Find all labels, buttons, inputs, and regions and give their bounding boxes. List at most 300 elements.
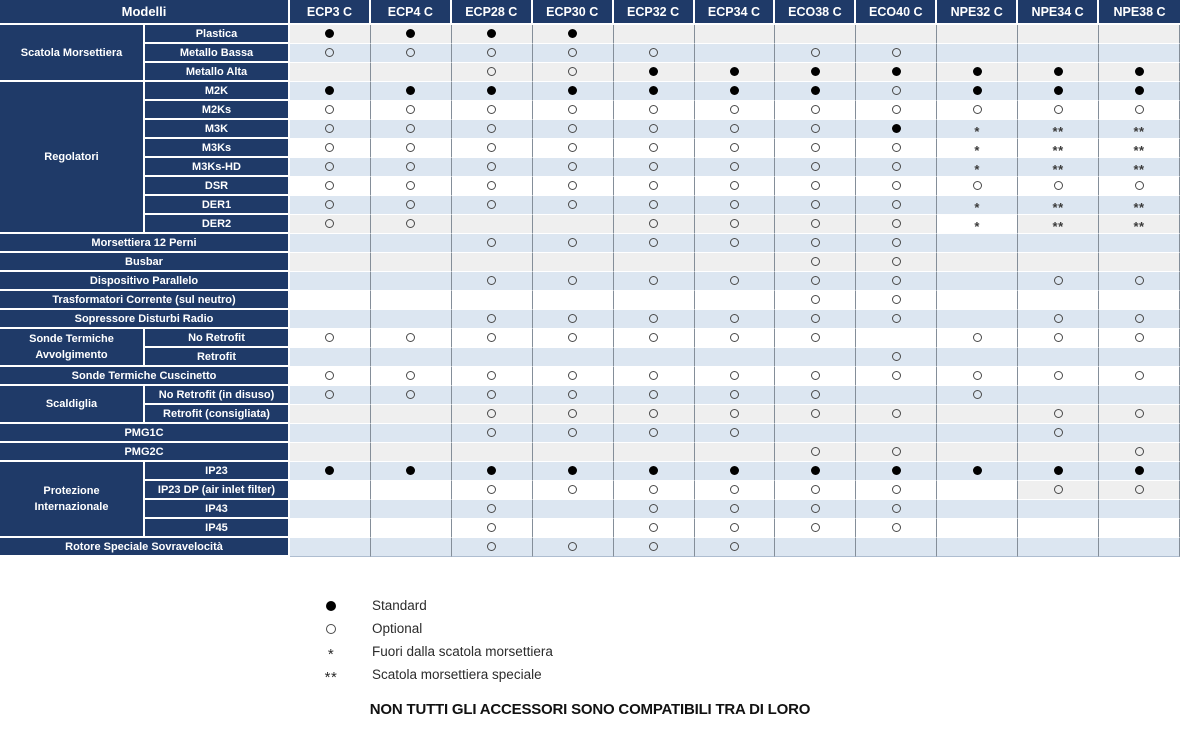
standard-dot-icon [1054, 466, 1063, 475]
optional-circle-icon [892, 352, 901, 361]
matrix-cell [452, 519, 533, 538]
matrix-cell [937, 519, 1018, 538]
matrix-cell [371, 253, 452, 272]
matrix-cell [290, 215, 371, 234]
matrix-cell [452, 158, 533, 177]
matrix-cell [533, 139, 614, 158]
optional-circle-icon [568, 105, 577, 114]
optional-circle-icon [649, 124, 658, 133]
matrix-cell [290, 443, 371, 462]
row-label: Sopressore Disturbi Radio [0, 310, 290, 329]
optional-circle-icon [1054, 428, 1063, 437]
matrix-cell [614, 139, 695, 158]
optional-circle-icon [973, 181, 982, 190]
standard-dot-icon [487, 466, 496, 475]
matrix-cell [856, 424, 937, 443]
optional-circle-icon [811, 181, 820, 190]
matrix-cell [1099, 25, 1180, 44]
optional-circle-icon [1135, 333, 1144, 342]
matrix-cell [856, 405, 937, 424]
optional-circle-icon [487, 181, 496, 190]
optional-circle-icon [1054, 371, 1063, 380]
matrix-cell [1018, 500, 1099, 519]
matrix-cell [695, 405, 776, 424]
optional-circle-icon [730, 485, 739, 494]
optional-circle-icon [487, 200, 496, 209]
matrix-cell [1099, 234, 1180, 253]
matrix-cell [775, 272, 856, 291]
standard-dot-icon [406, 29, 415, 38]
optional-circle-icon [1135, 447, 1144, 456]
optional-circle-icon [487, 314, 496, 323]
matrix-cell [856, 386, 937, 405]
matrix-cell [533, 291, 614, 310]
standard-dot-icon [649, 466, 658, 475]
optional-circle-icon [811, 219, 820, 228]
matrix-cell [775, 462, 856, 481]
matrix-cell [1018, 272, 1099, 291]
matrix-cell [1018, 82, 1099, 101]
matrix-cell [1018, 443, 1099, 462]
optional-circle-icon [730, 162, 739, 171]
matrix-cell [695, 348, 776, 367]
optional-circle-icon [568, 238, 577, 247]
matrix-cell [856, 367, 937, 386]
matrix-cell [695, 63, 776, 82]
matrix-cell [533, 215, 614, 234]
standard-dot-icon [568, 86, 577, 95]
matrix-cell [937, 139, 1018, 158]
optional-circle-icon [730, 428, 739, 437]
matrix-cell [533, 367, 614, 386]
optional-circle-icon [1135, 276, 1144, 285]
optional-circle-icon [811, 143, 820, 152]
optional-circle-icon [973, 333, 982, 342]
matrix-cell [937, 101, 1018, 120]
column-header: ECP34 C [695, 0, 776, 25]
matrix-cell [856, 310, 937, 329]
matrix-cell [937, 215, 1018, 234]
matrix-cell [775, 405, 856, 424]
matrix-cell [695, 120, 776, 139]
optional-circle-icon [811, 257, 820, 266]
matrix-cell [1018, 63, 1099, 82]
matrix-cell [937, 158, 1018, 177]
matrix-cell [452, 139, 533, 158]
matrix-cell [371, 500, 452, 519]
matrix-cell [937, 500, 1018, 519]
matrix-cell [695, 196, 776, 215]
group-label: Scatola Morsettiera [0, 25, 145, 82]
optional-circle-icon [568, 409, 577, 418]
optional-circle-icon [649, 219, 658, 228]
column-header: ECO40 C [856, 0, 937, 25]
matrix-cell [695, 481, 776, 500]
matrix-cell [290, 500, 371, 519]
matrix-cell [452, 367, 533, 386]
matrix-cell [937, 538, 1018, 557]
group-label: Scaldiglia [0, 386, 145, 424]
standard-dot-icon [568, 29, 577, 38]
matrix-cell [452, 310, 533, 329]
matrix-cell [937, 291, 1018, 310]
matrix-cell [695, 215, 776, 234]
matrix-cell [533, 177, 614, 196]
matrix-cell [290, 63, 371, 82]
column-header: ECP28 C [452, 0, 533, 25]
standard-dot-icon [568, 466, 577, 475]
optional-circle-icon [649, 542, 658, 551]
matrix-cell [1099, 139, 1180, 158]
optional-circle-icon [892, 276, 901, 285]
matrix-cell [533, 44, 614, 63]
optional-circle-icon [1054, 314, 1063, 323]
matrix-cell [937, 481, 1018, 500]
matrix-cell [937, 44, 1018, 63]
matrix-cell [1018, 405, 1099, 424]
optional-circle-icon [487, 504, 496, 513]
matrix-cell [290, 158, 371, 177]
row-label: No Retrofit [145, 329, 290, 348]
matrix-cell [290, 462, 371, 481]
matrix-cell [1099, 424, 1180, 443]
matrix-cell [1018, 462, 1099, 481]
matrix-cell [290, 196, 371, 215]
optional-circle-icon [811, 238, 820, 247]
optional-circle-icon [649, 371, 658, 380]
matrix-cell [775, 63, 856, 82]
matrix-cell [371, 367, 452, 386]
row-label: M3Ks-HD [145, 158, 290, 177]
optional-circle-icon [568, 314, 577, 323]
optional-circle-icon [811, 371, 820, 380]
standard-dot-icon [325, 86, 334, 95]
matrix-cell [371, 348, 452, 367]
double-star-mark: ** [1133, 124, 1145, 139]
row-label: M3K [145, 120, 290, 139]
matrix-cell [856, 25, 937, 44]
matrix-cell [937, 82, 1018, 101]
matrix-cell [614, 367, 695, 386]
optional-circle-icon [649, 409, 658, 418]
legend-item-double-star [318, 663, 553, 686]
standard-dot-icon [1135, 86, 1144, 95]
star-icon: * [327, 646, 335, 663]
row-label: Trasformatori Corrente (sul neutro) [0, 291, 290, 310]
matrix-cell [775, 215, 856, 234]
optional-circle-icon [318, 624, 344, 634]
matrix-cell [614, 272, 695, 291]
matrix-cell [856, 44, 937, 63]
optional-circle-icon [1135, 105, 1144, 114]
standard-dot-icon [730, 86, 739, 95]
matrix-cell [371, 82, 452, 101]
matrix-cell [775, 443, 856, 462]
matrix-cell [937, 120, 1018, 139]
matrix-cell [614, 424, 695, 443]
matrix-cell [937, 424, 1018, 443]
matrix-cell [452, 443, 533, 462]
matrix-cell [371, 310, 452, 329]
matrix-cell [1018, 234, 1099, 253]
matrix-cell [856, 443, 937, 462]
matrix-cell [533, 120, 614, 139]
optional-circle-icon [487, 390, 496, 399]
matrix-cell [614, 63, 695, 82]
matrix-cell [452, 500, 533, 519]
matrix-cell [290, 386, 371, 405]
row-label: No Retrofit (in disuso) [145, 386, 290, 405]
column-header: ECO38 C [775, 0, 856, 25]
matrix-cell [614, 196, 695, 215]
matrix-cell [533, 405, 614, 424]
matrix-cell [452, 386, 533, 405]
legend-item-standard [318, 594, 553, 617]
matrix-cell [371, 101, 452, 120]
legend-label: Standard [372, 598, 427, 613]
matrix-cell [1018, 101, 1099, 120]
optional-circle-icon [811, 504, 820, 513]
matrix-cell [856, 82, 937, 101]
matrix-cell [533, 253, 614, 272]
matrix-cell [290, 481, 371, 500]
matrix-cell [1099, 44, 1180, 63]
optional-circle-icon [892, 504, 901, 513]
double-star-mark: ** [1052, 143, 1064, 158]
matrix-cell [371, 481, 452, 500]
optional-circle-icon [1054, 105, 1063, 114]
matrix-cell [856, 481, 937, 500]
matrix-cell [775, 291, 856, 310]
matrix-cell [533, 101, 614, 120]
optional-circle-icon [811, 333, 820, 342]
optional-circle-icon [649, 143, 658, 152]
optional-circle-icon [730, 200, 739, 209]
optional-circle-icon [325, 181, 334, 190]
optional-circle-icon [406, 105, 415, 114]
matrix-cell [1099, 253, 1180, 272]
legend-label: Optional [372, 621, 423, 636]
star-mark: * [974, 162, 980, 177]
row-label: PMG2C [0, 443, 290, 462]
matrix-cell [533, 519, 614, 538]
matrix-cell [533, 462, 614, 481]
optional-circle-icon [892, 447, 901, 456]
matrix-cell [775, 253, 856, 272]
matrix-cell [290, 25, 371, 44]
double-star-mark: ** [1052, 219, 1064, 234]
matrix-cell [856, 519, 937, 538]
optional-circle-icon [406, 390, 415, 399]
optional-circle-icon [487, 333, 496, 342]
optional-circle-icon [811, 295, 820, 304]
group-label: Protezione Internazionale [0, 462, 145, 538]
matrix-cell [695, 44, 776, 63]
matrix-cell [695, 158, 776, 177]
optional-circle-icon [568, 276, 577, 285]
matrix-cell [695, 177, 776, 196]
matrix-cell [290, 101, 371, 120]
matrix-cell [614, 310, 695, 329]
matrix-cell [775, 538, 856, 557]
matrix-cell [290, 272, 371, 291]
standard-dot-icon [649, 86, 658, 95]
matrix-cell [1099, 120, 1180, 139]
matrix-cell [937, 196, 1018, 215]
optional-circle-icon [892, 105, 901, 114]
matrix-cell [856, 158, 937, 177]
column-header: NPE34 C [1018, 0, 1099, 25]
matrix-cell [937, 367, 1018, 386]
matrix-cell [290, 310, 371, 329]
optional-circle-icon [811, 162, 820, 171]
matrix-cell [937, 272, 1018, 291]
optional-circle-icon [730, 542, 739, 551]
optional-circle-icon [325, 333, 334, 342]
optional-circle-icon [892, 257, 901, 266]
optional-circle-icon [730, 390, 739, 399]
row-label: IP23 DP (air inlet filter) [145, 481, 290, 500]
optional-circle-icon [1135, 181, 1144, 190]
matrix-cell [856, 101, 937, 120]
optional-circle-icon [811, 105, 820, 114]
standard-dot-icon [487, 29, 496, 38]
optional-circle-icon [406, 124, 415, 133]
optional-circle-icon [973, 105, 982, 114]
matrix-cell [452, 63, 533, 82]
row-label: M3Ks [145, 139, 290, 158]
matrix-cell [371, 443, 452, 462]
matrix-cell [614, 25, 695, 44]
matrix-cell [775, 82, 856, 101]
matrix-cell [614, 462, 695, 481]
optional-circle-icon [487, 67, 496, 76]
matrix-cell [856, 253, 937, 272]
column-header: ECP4 C [371, 0, 452, 25]
matrix-cell [937, 405, 1018, 424]
matrix-cell [1018, 519, 1099, 538]
matrix-cell [614, 538, 695, 557]
optional-circle-icon [730, 143, 739, 152]
matrix-cell [1099, 348, 1180, 367]
star-mark: * [974, 124, 980, 139]
matrix-cell [533, 82, 614, 101]
row-label: Busbar [0, 253, 290, 272]
matrix-cell [290, 139, 371, 158]
matrix-cell [371, 177, 452, 196]
matrix-cell [775, 481, 856, 500]
matrix-cell [371, 234, 452, 253]
matrix-cell [290, 253, 371, 272]
matrix-cell [452, 44, 533, 63]
matrix-cell [290, 424, 371, 443]
standard-dot-icon [1135, 67, 1144, 76]
optional-circle-icon [406, 219, 415, 228]
matrix-cell [1099, 215, 1180, 234]
matrix-cell [1018, 25, 1099, 44]
matrix-cell [775, 158, 856, 177]
row-label: IP43 [145, 500, 290, 519]
double-star-mark: ** [1052, 200, 1064, 215]
optional-circle-icon [811, 409, 820, 418]
matrix-cell [775, 386, 856, 405]
optional-circle-icon [568, 48, 577, 57]
standard-dot-icon [811, 466, 820, 475]
matrix-cell [1099, 272, 1180, 291]
matrix-cell [371, 272, 452, 291]
optional-circle-icon [649, 200, 658, 209]
optional-circle-icon [325, 200, 334, 209]
matrix-cell [614, 120, 695, 139]
matrix-cell [614, 101, 695, 120]
matrix-cell [775, 234, 856, 253]
double-star-mark: ** [1133, 219, 1145, 234]
matrix-cell [1099, 158, 1180, 177]
matrix-cell [371, 196, 452, 215]
optional-circle-icon [649, 314, 658, 323]
matrix-cell [856, 272, 937, 291]
standard-dot-icon [973, 67, 982, 76]
row-label: Metallo Alta [145, 63, 290, 82]
matrix-cell [937, 25, 1018, 44]
matrix-cell [614, 500, 695, 519]
standard-dot-icon [811, 67, 820, 76]
optional-circle-icon [892, 181, 901, 190]
matrix-cell [533, 329, 614, 348]
optional-circle-icon [487, 105, 496, 114]
row-label: Dispositivo Parallelo [0, 272, 290, 291]
optional-circle-icon [730, 124, 739, 133]
matrix-cell [695, 82, 776, 101]
double-star-icon: ** [324, 669, 338, 686]
matrix-cell [695, 519, 776, 538]
matrix-cell [695, 538, 776, 557]
optional-circle-icon [406, 162, 415, 171]
matrix-cell [1099, 196, 1180, 215]
matrix-cell [856, 139, 937, 158]
matrix-cell [614, 253, 695, 272]
matrix-cell [1099, 481, 1180, 500]
standard-dot-icon [730, 466, 739, 475]
standard-dot-icon [892, 466, 901, 475]
matrix-cell [1099, 177, 1180, 196]
matrix-cell [695, 462, 776, 481]
matrix-cell [1018, 215, 1099, 234]
optional-circle-icon [487, 523, 496, 532]
matrix-cell [937, 386, 1018, 405]
matrix-cell [937, 348, 1018, 367]
standard-dot-icon [406, 466, 415, 475]
matrix-cell [1099, 82, 1180, 101]
matrix-cell [371, 44, 452, 63]
optional-circle-icon [406, 371, 415, 380]
optional-circle-icon [649, 48, 658, 57]
matrix-cell [371, 329, 452, 348]
row-label: DSR [145, 177, 290, 196]
optional-circle-icon [730, 409, 739, 418]
matrix-cell [937, 253, 1018, 272]
matrix-cell [1099, 291, 1180, 310]
double-star-mark: ** [1133, 143, 1145, 158]
matrix-cell [533, 481, 614, 500]
matrix-cell [775, 367, 856, 386]
optional-circle-icon [649, 105, 658, 114]
optional-circle-icon [487, 48, 496, 57]
column-header: NPE38 C [1099, 0, 1180, 25]
matrix-cell [371, 462, 452, 481]
optional-circle-icon [973, 371, 982, 380]
matrix-cell [695, 25, 776, 44]
